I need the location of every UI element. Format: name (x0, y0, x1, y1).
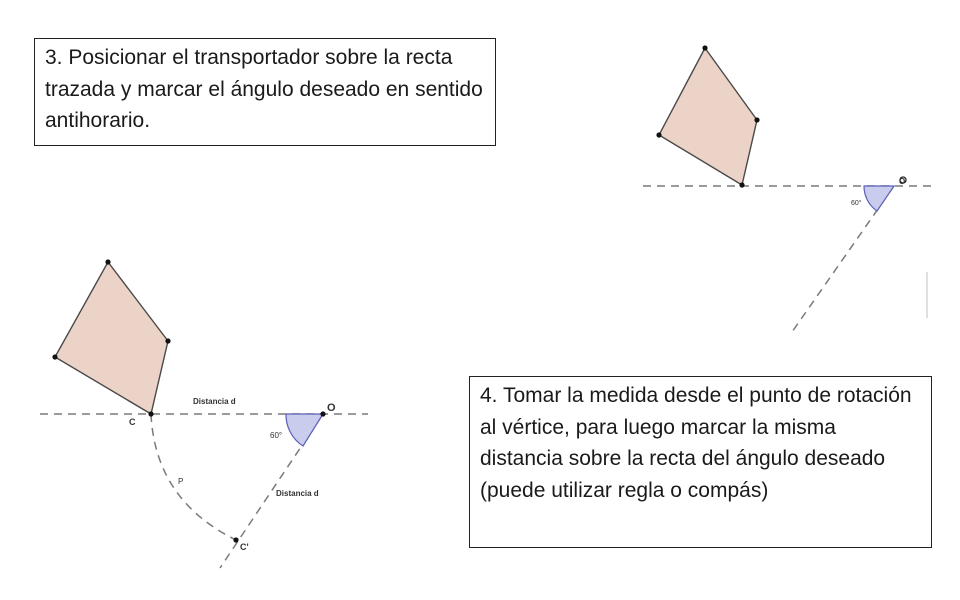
top-angle-label: 60° (851, 200, 862, 207)
top-diagram (643, 45, 932, 332)
bottom-rotation-arc (151, 414, 236, 540)
top-vertex-4 (656, 132, 661, 137)
bottom-diagram (40, 259, 368, 568)
bottom-angle-label: 60° (270, 431, 283, 440)
bottom-label-c-prime: C' (240, 542, 249, 552)
bottom-quadrilateral (55, 262, 168, 414)
bottom-point-o (320, 411, 325, 416)
bottom-label-o: O (327, 402, 336, 414)
bottom-point-c-prime (233, 537, 238, 542)
top-vertex-2 (754, 117, 759, 122)
top-vertex-1 (702, 45, 707, 50)
top-angle-marker (864, 186, 894, 211)
top-label-o: O (899, 177, 906, 186)
bottom-angle-marker (286, 414, 323, 446)
bottom-vertex-c (148, 411, 153, 416)
bottom-vertex-4 (52, 354, 57, 359)
top-vertex-3 (739, 182, 744, 187)
bottom-distance-label-top: Distancia d (193, 397, 236, 406)
bottom-arc-label: P (178, 477, 184, 486)
bottom-distance-label-diag: Distancia d (276, 489, 319, 498)
top-quadrilateral (659, 48, 757, 185)
bottom-vertex-2 (165, 338, 170, 343)
bottom-vertex-1 (105, 259, 110, 264)
step-4-text: 4. Tomar la medida desde el punto de rotación al vértice, para luego marcar la misma distancia sobre la recta del ángulo deseado (puede utilizar regla o compás) (480, 384, 912, 502)
step-3-text: 3. Posicionar el transportador sobre la recta trazada y marcar el ángulo deseado en sentido antihorario. (45, 46, 483, 132)
bottom-label-c: C (129, 417, 136, 427)
